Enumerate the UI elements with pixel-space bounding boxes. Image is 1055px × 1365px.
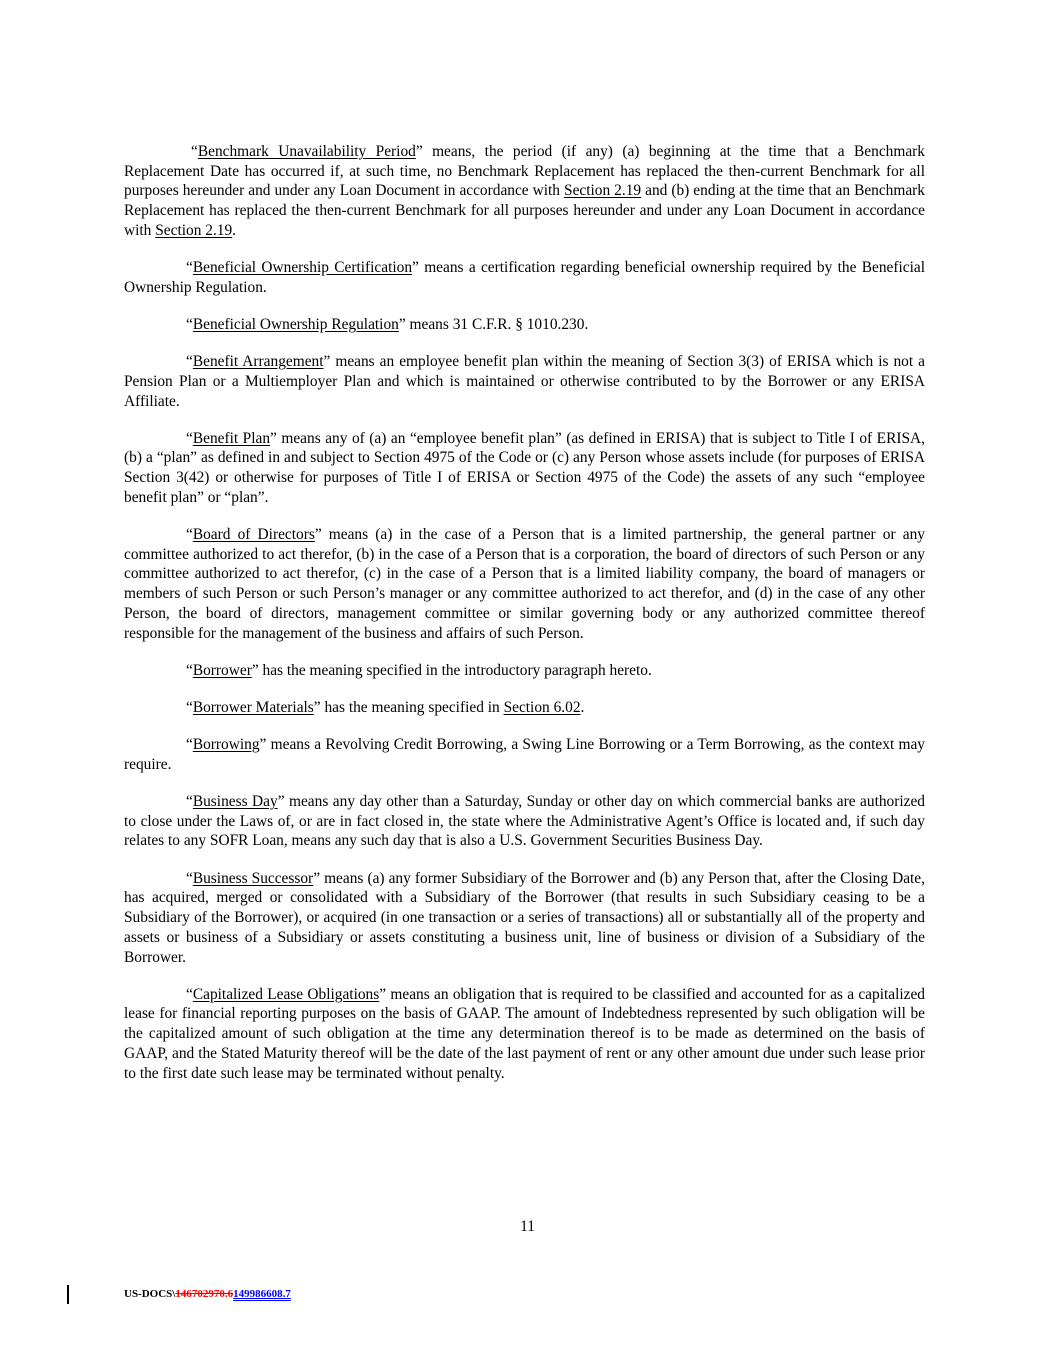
definition-paragraph — [124, 698, 925, 718]
definition-text: ” means a Revolving Credit Borrowing, a Swing Line Borrowing or a Term Borrowing, as the context may require. — [124, 736, 925, 773]
underlined-term: Benefit Arrangement — [192, 353, 324, 371]
underlined-term: Benefit Plan — [192, 429, 271, 447]
underlined-term: Borrower Materials — [192, 698, 314, 716]
definition-text: ” means any day other than a Saturday, Sunday or other day on which commercial banks are authorized to close under the Laws of, or are in fact closed in, the state where the Administrative Agent’s Office is located and, if such day relates to any SOFR Loan, means any such day that is also a U.S. Government Securities Business Day. — [124, 793, 925, 850]
inserted-doc-id: 149986608.7 — [233, 1288, 291, 1300]
definition-text: “ — [191, 143, 198, 160]
definition-text: ” means (a) in the case of a Person that is a limited partnership, the general partner or any committee authorized to act therefor, (b) in the case of a Person that is a corporation, the board of directors of such Person or any committee authorized to act therefor, (c) in the case of a Person that is a limited liability company, the board of managers or members of such Person or such Person’s manager or any committee authorized to act therefor, and (d) in the case of any other Person, the board of directors, management committee or similar governing body or any authorized committee thereof responsible for the management of the business and affairs of such Person. — [124, 526, 925, 642]
underlined-term: Section 6.02 — [503, 698, 581, 716]
definition-text: “ — [186, 736, 193, 754]
definition-text: ” means an obligation that is required to be classified and accounted for as a capitalized lease for financial reporting purposes on the basis of GAAP. The amount of Indebtedness represented by such obligation will be the capitalized amount of such obligation at the time any determination thereof is to be made as determined on the basis of GAAP, and the Stated Maturity thereof will be the date of the last payment of rent or any other amount due under such lease prior to the first date such lease may be terminated without penalty. — [124, 985, 926, 1082]
definition-text: ” means (a) any former Subsidiary of the Borrower and (b) any Person that, after the Closing Date, has acquired, merged or consolidated with a Subsidiary of the Borrower (that results in such Subsidiary ceasing to be a Subsidiary of the Borrower), or acquired (in one transaction or a series of transactions) all or substantially all of the property and assets or business of a Subsidiary or assets constituting a business unit, line of business or division of a Subsidiary of the Borrower. — [124, 869, 925, 966]
definition-text: “ — [186, 259, 193, 277]
definition-paragraph — [124, 661, 925, 681]
definition-text: . — [232, 221, 237, 239]
definition-text: “ — [186, 315, 193, 333]
definition-text: ” means, the period (if any) (a) beginning at the time that a Benchmark Replacement Date has occurred if, at such time, no Benchmark Replacement has replaced the then-current Benchmark for all purposes hereunder and under any Loan Document in accordance with — [124, 143, 925, 200]
definition-paragraph — [124, 735, 925, 774]
underlined-term: Business Successor — [192, 869, 314, 887]
definition-paragraph — [124, 525, 925, 643]
underlined-term: Borrower — [192, 661, 252, 679]
revision-change-bar — [67, 1285, 69, 1304]
underlined-term: Board of Directors — [192, 526, 315, 544]
underlined-term: Beneficial Ownership Regulation — [192, 315, 399, 333]
underlined-term: Section 2.19 — [564, 182, 642, 200]
definition-text: “ — [186, 661, 193, 679]
underlined-term: Business Day — [192, 793, 278, 811]
definition-paragraph — [124, 429, 925, 508]
definition-paragraph — [124, 985, 925, 1084]
definition-paragraph — [124, 315, 925, 335]
definition-text: ” means any of (a) an “employee benefit plan” (as defined in ERISA) that is subject to Title I of ERISA, (b) a “plan” as defined in and subject to Section 4975 of the Code or (c) any Person whose assets include (for purposes of ERISA Section 3(42) or otherwise for purposes of Title I of ERISA or Section 4975 of the Code) the assets of any such “employee benefit plan” or “plan”. — [124, 429, 925, 506]
definition-paragraph — [124, 142, 925, 241]
underlined-term: Benchmark Unavailability Period — [197, 143, 416, 160]
definition-text: “ — [186, 526, 193, 544]
definition-text: ” means 31 C.F.R. § 1010.230. — [398, 315, 589, 333]
definition-text: “ — [186, 793, 193, 811]
definition-text: ” has the meaning specified in the introductory paragraph hereto. — [251, 661, 652, 679]
doc-id-prefix: US-DOCS\ — [124, 1288, 176, 1300]
definition-text: . — [580, 698, 585, 716]
definition-text: “ — [186, 985, 193, 1003]
definition-text: “ — [186, 429, 193, 447]
definition-text: “ — [186, 353, 193, 371]
definition-paragraph — [124, 352, 925, 411]
underlined-term: Beneficial Ownership Certification — [192, 259, 413, 277]
definition-paragraph — [124, 869, 925, 968]
definition-paragraph — [124, 258, 925, 297]
definition-text: and (b) ending at the time that an Benchmark Replacement has replaced the then-current Benchmark for all purposes hereunder and under any Loan Document in accordance with — [124, 182, 926, 239]
underlined-term: Capitalized Lease Obligations — [192, 985, 380, 1003]
underlined-term: Section 2.19 — [155, 221, 233, 239]
underlined-term: Borrowing — [192, 736, 260, 754]
document-id-footer — [124, 1288, 291, 1300]
definition-text: ” has the meaning specified in — [313, 698, 504, 716]
deleted-doc-id: 146702970.6 — [175, 1288, 234, 1300]
definition-text: ” means an employee benefit plan within the meaning of Section 3(3) of ERISA which is not a Pension Plan or a Multiemployer Plan and which is maintained or otherwise contributed to by the Borrower or any ERISA Affiliate. — [124, 353, 925, 410]
definition-text: “ — [186, 869, 193, 887]
page-number: 11 — [520, 1218, 535, 1235]
definition-text: ” means a certification regarding beneficial ownership required by the Beneficial Ownership Regulation. — [124, 259, 925, 296]
definitions-section — [124, 142, 925, 1101]
definition-paragraph — [124, 792, 925, 851]
definition-text: “ — [186, 698, 193, 716]
